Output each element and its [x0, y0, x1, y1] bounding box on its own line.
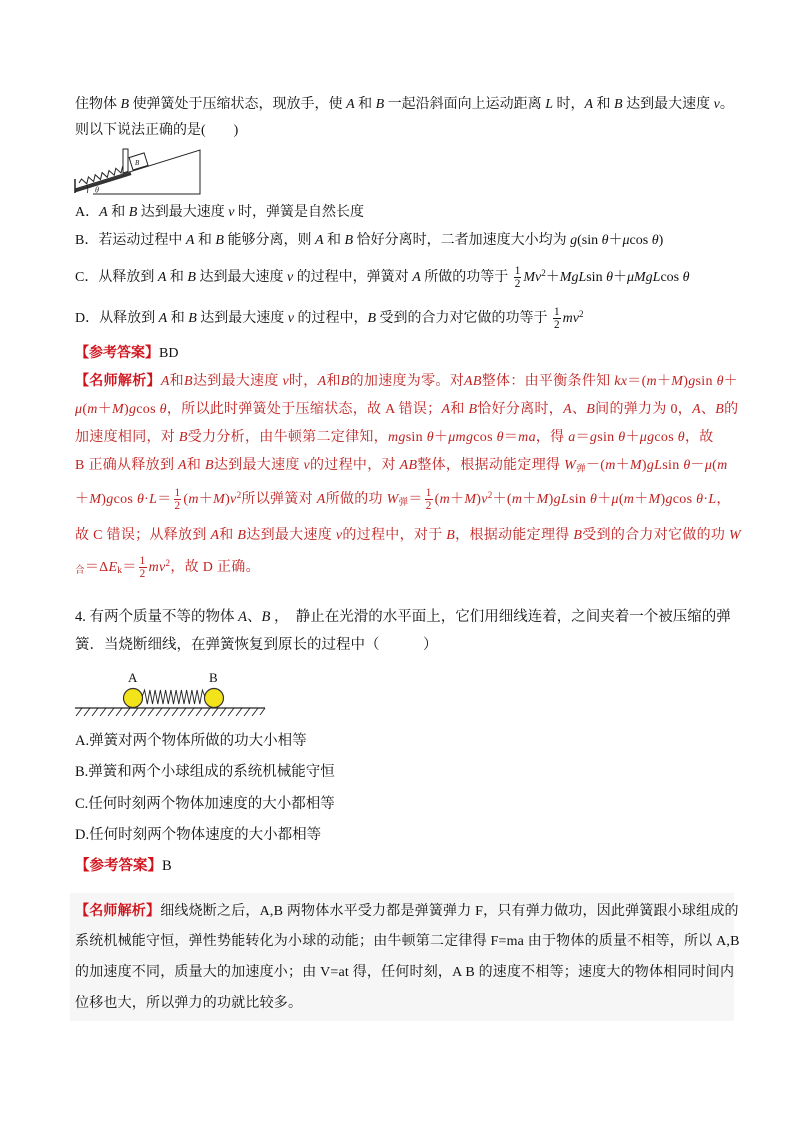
- subscript: k: [117, 566, 123, 577]
- text-run: ＝(: [627, 374, 647, 389]
- math-variable: M: [536, 491, 549, 507]
- text-run: cos: [672, 491, 697, 507]
- superscript: 2: [578, 308, 584, 319]
- math-variable: μ: [611, 491, 619, 507]
- q3-option-b: [75, 232, 663, 250]
- math-variable: B: [128, 205, 138, 220]
- math-variable: v: [335, 528, 343, 543]
- math-variable: B: [344, 233, 354, 248]
- math-variable: A: [317, 374, 327, 389]
- math-variable: B: [340, 374, 350, 389]
- text-run: sin: [568, 491, 590, 507]
- text-run: (: [434, 491, 440, 507]
- subscript: 弹: [576, 464, 586, 475]
- text-run: (: [618, 491, 624, 507]
- math-variable: θ: [677, 430, 685, 445]
- fraction-numerator: 1: [139, 555, 146, 567]
- q3-analysis-line-5: [75, 487, 731, 512]
- text-run: 住物体: [75, 97, 121, 112]
- math-variable: A: [316, 491, 326, 507]
- text-run: ): [658, 233, 664, 248]
- text-run: ，根据动能定理得: [455, 528, 574, 543]
- math-variable: θ: [601, 233, 609, 248]
- math-variable: L: [708, 491, 717, 507]
- math-variable: A: [178, 458, 187, 473]
- math-variable: B: [446, 528, 456, 543]
- text-run: 受到的合力对它做的功: [582, 528, 730, 543]
- math-variable: L: [149, 491, 158, 507]
- math-variable: W: [729, 528, 741, 543]
- answer-label: 【参考答案】: [75, 858, 162, 874]
- fraction-numerator: 1: [174, 487, 181, 499]
- text-run: ，故 D 正确。: [170, 559, 260, 575]
- math-variable: mv: [562, 310, 579, 326]
- text-run: 受力分析，由牛顿第二定律知，: [187, 430, 388, 445]
- math-variable: θ: [683, 458, 691, 473]
- text-run: ，所以此时弹簧处于压缩状态，故 A 错误；: [166, 402, 442, 417]
- math-variable: m: [646, 374, 657, 389]
- text-run: 间的弹力为 0，: [595, 402, 693, 417]
- text-run: sin: [695, 374, 717, 389]
- superscript: 2: [487, 489, 493, 500]
- math-variable: A: [238, 609, 247, 625]
- subscript: 弹: [398, 498, 409, 509]
- text-run: ＋: [545, 269, 560, 285]
- block-a: [123, 149, 128, 173]
- q4-analysis-line-2: 系统机械能守恒，弹性势能转化为小球的动能；由牛顿第二定律得 F=ma 由于物体的质量不相等，所以 A,B: [75, 934, 740, 949]
- text-run: ＋: [615, 458, 630, 473]
- text-run: 4. 有两个质量不等的物体: [75, 609, 239, 625]
- q3-option-a: [75, 204, 364, 222]
- q3-analysis-line-6: [75, 527, 741, 545]
- text-run: sin: [597, 430, 619, 445]
- math-variable: A: [314, 233, 324, 248]
- text-run: 能够分离，则: [223, 233, 315, 248]
- text-run: 所以弹簧对: [241, 491, 317, 507]
- q3-option-c: [75, 265, 690, 290]
- math-variable: g: [688, 374, 696, 389]
- q3-option-d: [75, 306, 584, 331]
- fraction: [174, 487, 182, 512]
- q3-stem-line-2: [75, 122, 238, 140]
- q3-analysis-line-2: [75, 401, 738, 419]
- math-variable: A: [157, 269, 167, 285]
- math-variable: M: [464, 491, 477, 507]
- math-variable: m: [439, 491, 450, 507]
- text-run: ＋: [198, 491, 214, 507]
- math-variable: kx: [614, 374, 628, 389]
- fraction: [553, 306, 561, 331]
- answer-value: B: [162, 858, 172, 874]
- block-b-label: B: [135, 159, 140, 167]
- text-run: 一起沿斜面向上运动距离: [384, 97, 546, 112]
- text-run: ＋: [433, 430, 449, 445]
- text-run: ): [548, 491, 554, 507]
- math-variable: g: [589, 430, 598, 445]
- text-run: ＋: [522, 491, 537, 507]
- math-variable: A: [158, 310, 168, 326]
- text-run: ·: [144, 491, 150, 507]
- fraction-denominator: 2: [554, 319, 560, 332]
- math-variable: B: [586, 402, 596, 417]
- math-variable: m: [605, 458, 616, 473]
- text-run: ＋: [656, 374, 672, 389]
- math-variable: B: [468, 402, 478, 417]
- text-run: 和: [167, 310, 189, 326]
- q3-analysis-line-1: [75, 373, 738, 391]
- text-run: cos: [473, 430, 497, 445]
- text-run: 和: [323, 233, 345, 248]
- text-run: ＝: [503, 430, 519, 445]
- math-variable: E: [108, 559, 118, 575]
- math-variable: θ: [496, 430, 504, 445]
- superscript: 2: [236, 489, 242, 500]
- text-run: (: [712, 458, 718, 473]
- q3-analysis-line-4: [75, 457, 728, 475]
- ball-a-label: A: [128, 670, 138, 685]
- math-variable: g: [128, 402, 137, 417]
- text-run: ＋: [723, 374, 739, 389]
- math-variable: μ: [704, 458, 713, 473]
- text-run: ＝Δ: [84, 559, 109, 575]
- math-variable: B: [178, 430, 188, 445]
- q4-option-b: B.弹簧和两个小球组成的系统机械能守恒: [75, 764, 335, 780]
- math-variable: mg: [387, 430, 406, 445]
- text-run: (: [183, 491, 189, 507]
- q4-option-a: A.弹簧对两个物体所做的功大小相等: [75, 733, 307, 749]
- ball-b-label: B: [209, 670, 218, 685]
- math-variable: mv: [148, 559, 166, 575]
- math-variable: A: [563, 402, 572, 417]
- text-run: ，: [716, 491, 731, 507]
- ball-a: [124, 689, 143, 708]
- text-run: －(: [585, 458, 606, 473]
- text-run: 的过程中，弹簧对: [293, 269, 413, 285]
- math-variable: θ: [618, 430, 626, 445]
- math-variable: B: [715, 402, 725, 417]
- math-variable: a: [568, 430, 576, 445]
- text-run: 、: [700, 402, 716, 417]
- math-variable: A: [346, 97, 355, 112]
- text-run: cos: [629, 233, 652, 248]
- text-run: 时，: [288, 374, 318, 389]
- math-variable: B: [187, 269, 196, 285]
- math-variable: B: [367, 310, 377, 326]
- text-run: ＋: [597, 491, 612, 507]
- text-run: sin: [586, 269, 607, 285]
- text-run: ，得: [535, 430, 569, 445]
- text-run: ＝: [122, 559, 137, 575]
- text-run: 、: [246, 609, 262, 625]
- math-variable: B: [614, 97, 623, 112]
- q4-analysis-line-3: 的加速度不同，质量大的加速度小；由 V=at 得，任何时刻，A B 的速度不相等；速度大的物体相同时间内: [75, 965, 735, 980]
- text-run: B．若运动过程中: [75, 233, 186, 248]
- text-run: ＋: [634, 491, 649, 507]
- text-run: 和: [593, 97, 615, 112]
- math-variable: θ: [696, 491, 704, 507]
- math-variable: M: [648, 491, 661, 507]
- analysis-label: 【名师解析】: [75, 904, 161, 919]
- math-variable: M: [89, 491, 102, 507]
- text-run: 恰好分离时，: [477, 402, 564, 417]
- text-run: ＋: [625, 430, 640, 445]
- math-variable: θ: [606, 269, 613, 285]
- text-run: 达到最大速度: [196, 310, 288, 326]
- text-run: (sin: [577, 233, 602, 248]
- text-run: ): [660, 491, 666, 507]
- analysis-text: 细线烧断之后，A,B 两物体水平受力都是弹簧弹力 F，只有弹力做功，因此弹簧跟小球组成的: [160, 904, 739, 919]
- text-run: 和: [354, 97, 376, 112]
- text-run: ): [124, 402, 129, 417]
- math-variable: μmg: [448, 430, 474, 445]
- q4-option-d: D.任何时刻两个物体速度的大小都相等: [75, 827, 322, 843]
- angle-label: θ: [95, 185, 99, 195]
- fraction: [425, 487, 433, 512]
- math-variable: W: [564, 458, 577, 473]
- text-run: 时，弹簧是自然长度: [234, 205, 364, 220]
- text-run: ＋(: [492, 491, 512, 507]
- text-run: 和: [450, 402, 469, 417]
- q3-stem-line-1: [75, 96, 734, 114]
- q3-answer: [75, 345, 178, 363]
- math-variable: θ: [682, 269, 690, 285]
- ground-hatching: [76, 708, 265, 716]
- math-variable: A: [210, 528, 220, 543]
- math-variable: v: [228, 205, 235, 220]
- math-variable: m: [717, 458, 728, 473]
- math-variable: W: [386, 491, 399, 507]
- math-variable: A: [412, 269, 421, 285]
- math-variable: ma: [518, 430, 536, 445]
- text-run: 的过程中，: [293, 310, 368, 326]
- math-variable: v: [230, 491, 237, 507]
- text-run: 和: [194, 233, 216, 248]
- text-run: 受到的合力对它做的功等于: [376, 310, 552, 326]
- fraction-denominator: 2: [174, 500, 181, 513]
- math-variable: B: [261, 609, 271, 625]
- text-run: 达到最大速度: [137, 205, 229, 220]
- q4-stem-line-1: [75, 608, 731, 626]
- math-variable: μMgL: [626, 269, 661, 285]
- math-variable: g: [106, 491, 114, 507]
- text-run: A．: [75, 205, 100, 220]
- math-variable: v: [713, 97, 720, 112]
- math-variable: v: [287, 310, 294, 326]
- math-variable: m: [623, 491, 635, 507]
- q3-analysis-line-3: [75, 429, 714, 447]
- text-run: 整体，根据动能定理得: [417, 458, 565, 473]
- text-run: ，故: [684, 430, 714, 445]
- text-run: ＋: [450, 491, 465, 507]
- math-variable: B: [183, 374, 193, 389]
- text-run: 和: [169, 374, 184, 389]
- math-variable: M: [671, 374, 684, 389]
- incline-surface: [75, 174, 131, 191]
- text-run: 的过程中，对于: [342, 528, 447, 543]
- math-variable: A: [99, 205, 108, 220]
- text-run: ): [101, 491, 107, 507]
- fraction-denominator: 2: [514, 278, 521, 291]
- math-variable: gL: [553, 491, 569, 507]
- text-run: ): [476, 491, 482, 507]
- text-run: ＝: [157, 491, 172, 507]
- text-run: 达到最大速度: [246, 528, 336, 543]
- math-variable: B: [237, 528, 247, 543]
- text-run: D．从释放到: [75, 310, 159, 326]
- text-run: 达到最大速度: [195, 269, 287, 285]
- incline-spring-figure: [73, 145, 203, 197]
- text-run: ·: [703, 491, 709, 507]
- text-run: 和: [326, 374, 341, 389]
- math-variable: B: [375, 97, 385, 112]
- math-variable: M: [112, 402, 124, 417]
- text-run: 和: [186, 458, 206, 473]
- math-variable: θ: [426, 430, 434, 445]
- fraction-denominator: 2: [139, 568, 146, 581]
- math-variable: B: [573, 528, 583, 543]
- q4-answer: [75, 857, 172, 875]
- section-label: 【名师解析】: [75, 374, 161, 389]
- math-variable: A: [185, 233, 195, 248]
- text-run: 和: [219, 528, 238, 543]
- math-variable: B: [188, 310, 197, 326]
- superscript: 2: [165, 557, 171, 568]
- math-variable: M: [629, 458, 642, 473]
- math-variable: m: [511, 491, 523, 507]
- math-variable: v: [481, 491, 488, 507]
- fraction: [139, 555, 147, 580]
- math-variable: A: [692, 402, 701, 417]
- math-variable: A: [160, 374, 170, 389]
- text-run: 则以下说法正确的是( ): [75, 123, 239, 138]
- text-run: 所做的功等于: [420, 269, 512, 285]
- text-run: C．从释放到: [75, 269, 158, 285]
- math-variable: L: [545, 97, 553, 112]
- math-variable: Mv: [523, 269, 542, 285]
- fraction-numerator: 1: [514, 265, 521, 277]
- text-run: 和: [166, 269, 188, 285]
- text-run: 使弹簧处于压缩状态，现放手，使: [129, 97, 347, 112]
- fraction-denominator: 2: [425, 500, 432, 513]
- q4-analysis-line-1: [75, 903, 739, 921]
- text-run: 的: [724, 402, 739, 417]
- text-run: ， 静止在光滑的水平面上，它们用细线连着，之间夹着一个被压缩的弹: [270, 609, 731, 625]
- text-run: ＋: [608, 233, 623, 248]
- text-run: cos: [660, 269, 683, 285]
- text-run: ): [641, 458, 647, 473]
- two-balls-spring-figure: [73, 666, 268, 720]
- math-variable: μ: [75, 402, 83, 417]
- text-run: 达到最大速度: [213, 458, 304, 473]
- spring: [142, 690, 205, 704]
- text-run: B 正确从释放到: [75, 458, 179, 473]
- text-run: cos: [136, 402, 160, 417]
- math-variable: B: [215, 233, 224, 248]
- math-variable: B: [205, 458, 214, 473]
- subscript: 合: [75, 566, 85, 577]
- q4-stem-line-2: [75, 636, 438, 654]
- math-variable: θ: [651, 233, 659, 248]
- text-run: ): [683, 374, 689, 389]
- math-variable: A: [584, 97, 594, 112]
- math-variable: g: [570, 233, 578, 248]
- fraction: [514, 265, 522, 290]
- math-variable: MgL: [559, 269, 587, 285]
- text-run: 时，: [552, 97, 585, 112]
- math-variable: v: [303, 458, 310, 473]
- math-variable: AB: [399, 458, 418, 473]
- text-run: 加速度相同，对: [75, 430, 179, 445]
- superscript: 2: [541, 267, 546, 278]
- fraction-numerator: 1: [554, 306, 560, 318]
- text-run: ＝: [575, 430, 590, 445]
- text-run: cos: [654, 430, 678, 445]
- math-variable: B: [120, 97, 130, 112]
- math-variable: AB: [464, 374, 482, 389]
- math-variable: m: [188, 491, 199, 507]
- ball-b: [205, 689, 224, 708]
- math-variable: v: [282, 374, 289, 389]
- text-run: sin: [405, 430, 427, 445]
- text-run: ＋: [75, 491, 90, 507]
- q4-analysis-line-4: 位移也大，所以弹力的功就比较多。: [75, 996, 303, 1011]
- math-variable: θ: [136, 491, 145, 507]
- q3-analysis-line-7: [75, 555, 260, 580]
- answer-label: 【参考答案】: [75, 346, 159, 361]
- text-run: 达到最大速度: [192, 374, 283, 389]
- text-run: 和: [107, 205, 129, 220]
- math-variable: g: [665, 491, 673, 507]
- q4-option-c: C.任何时刻两个物体加速度的大小都相等: [75, 796, 335, 812]
- text-run: 簧．当烧断细线，在弹簧恢复到原长的过程中（ ）: [75, 637, 438, 653]
- text-run: 所做的功: [325, 491, 387, 507]
- text-run: 。: [719, 97, 734, 112]
- text-run: (: [82, 402, 88, 417]
- math-variable: A: [441, 402, 451, 417]
- math-variable: M: [213, 491, 226, 507]
- math-variable: v: [286, 269, 294, 285]
- math-variable: θ: [159, 402, 167, 417]
- text-run: ＋: [612, 269, 627, 285]
- text-run: ＝: [408, 491, 423, 507]
- text-run: 整体：由平衡条件知: [481, 374, 615, 389]
- text-run: 、: [571, 402, 587, 417]
- answer-value: BD: [159, 346, 179, 361]
- math-variable: θ: [590, 491, 598, 507]
- text-run: ): [225, 491, 231, 507]
- math-variable: μ: [622, 233, 630, 248]
- math-variable: m: [87, 402, 98, 417]
- text-run: －: [690, 458, 705, 473]
- text-run: 的过程中，对: [310, 458, 400, 473]
- text-run: 故 C 错误；从释放到: [75, 528, 211, 543]
- text-run: 的加速度为零。对: [349, 374, 465, 389]
- math-variable: gL: [646, 458, 663, 473]
- angle-arc: [87, 185, 88, 193]
- text-run: 恰好分离时，二者加速度大小均为: [353, 233, 571, 248]
- text-run: cos: [113, 491, 137, 507]
- text-run: sin: [662, 458, 684, 473]
- math-variable: θ: [716, 374, 724, 389]
- math-variable: μg: [639, 430, 655, 445]
- text-run: ＋: [97, 402, 113, 417]
- fraction-numerator: 1: [425, 487, 432, 499]
- text-run: 达到最大速度: [622, 97, 714, 112]
